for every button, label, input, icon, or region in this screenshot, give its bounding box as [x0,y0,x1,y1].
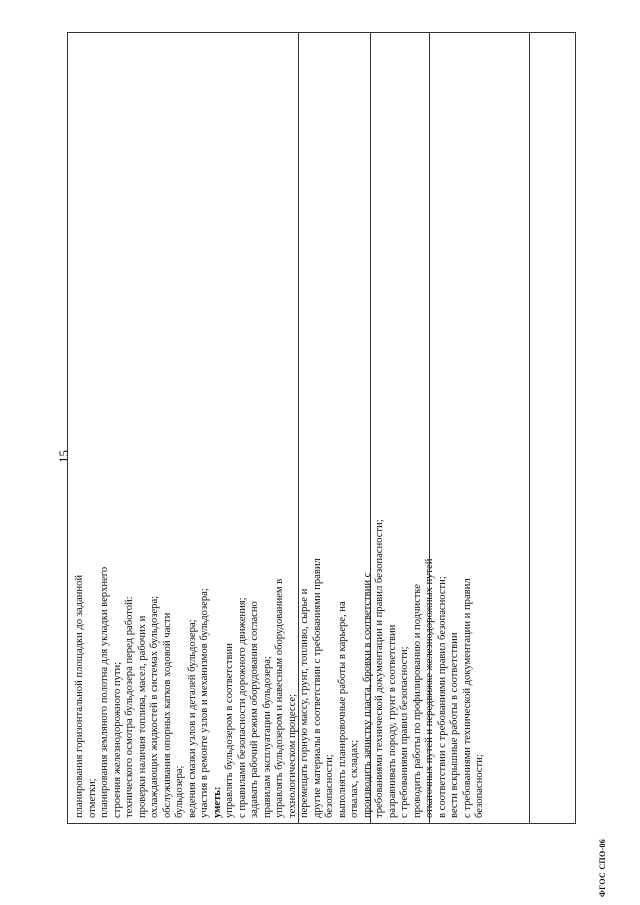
text-line: проверки наличия топлива, масел, рабочих и [136,615,148,818]
text-line: откаточных путей и передвижке железнодорожных путей [424,558,435,818]
text-line: охлаждающих жидкостей в системах бульдозера; [149,595,160,818]
text-line: отвалах, складах; [349,739,360,818]
text-line: выполнять планировочные работы в карьере, на [336,601,348,818]
text-line: обслуживания опорных катков ходовой части [161,612,173,818]
text-line: с правилами безопасности дорожного движения; [236,597,248,818]
text-line: ведения смазки узлов и деталей бульдозера; [186,619,198,818]
table-cell-text [74,18,487,818]
footer-code: ФГОС СПО-06 [598,838,607,897]
text-line: перемещать горную массу, грунт, топливо, сырье и [299,588,310,818]
text-line: вести вскрышные работы в соответствии [449,632,460,818]
text-line: планирования земляного полотна для укладки верхнего [99,566,110,818]
row-divider-4 [529,33,530,823]
text-line: технологическом процессе; [286,693,298,818]
page-number: 15 [56,450,71,463]
text-line: бульдозера; [174,765,185,818]
text-line: проводить работы по профилированию и подчистке [411,583,423,818]
text-line: технического осмотра бульдозера перед работой: [124,596,135,818]
text-line: планирования горизонтальной площадки до заданной [74,575,85,818]
text-line: другие материалы в соответствии с требованиями правил [311,558,323,818]
text-line: участия в ремонте узлов и механизмов бульдозера; [199,588,210,818]
text-line: с требованиями правил безопасности; [399,646,410,818]
text-line: безопасности; [324,754,335,818]
text-line: разравнивать породу, грунт в соответствии [386,624,398,818]
text-line: производить зачистку пласта, бровки в соответствии с [361,572,373,818]
text-line: в соответствии с требованиями правил безопасности; [436,576,448,818]
text-line: уметь: [211,786,223,818]
text-line: задавать рабочий режим оборудования согласно [249,601,260,818]
text-line: требованиями технической документации и правил безопасности; [374,519,385,818]
text-line: отметки; [86,778,98,818]
text-line: с требованиями технической документации и правил [461,578,473,818]
competency-table [67,32,576,824]
text-line: управлять бульдозером и навесным оборудованием в [274,578,285,818]
text-line: управлять бульдозером в соответствии [224,643,235,818]
text-line: безопасности; [474,754,485,818]
text-line: правилам эксплуатации бульдозера; [261,656,273,818]
text-line: строения железнодорожного пути; [111,661,123,818]
